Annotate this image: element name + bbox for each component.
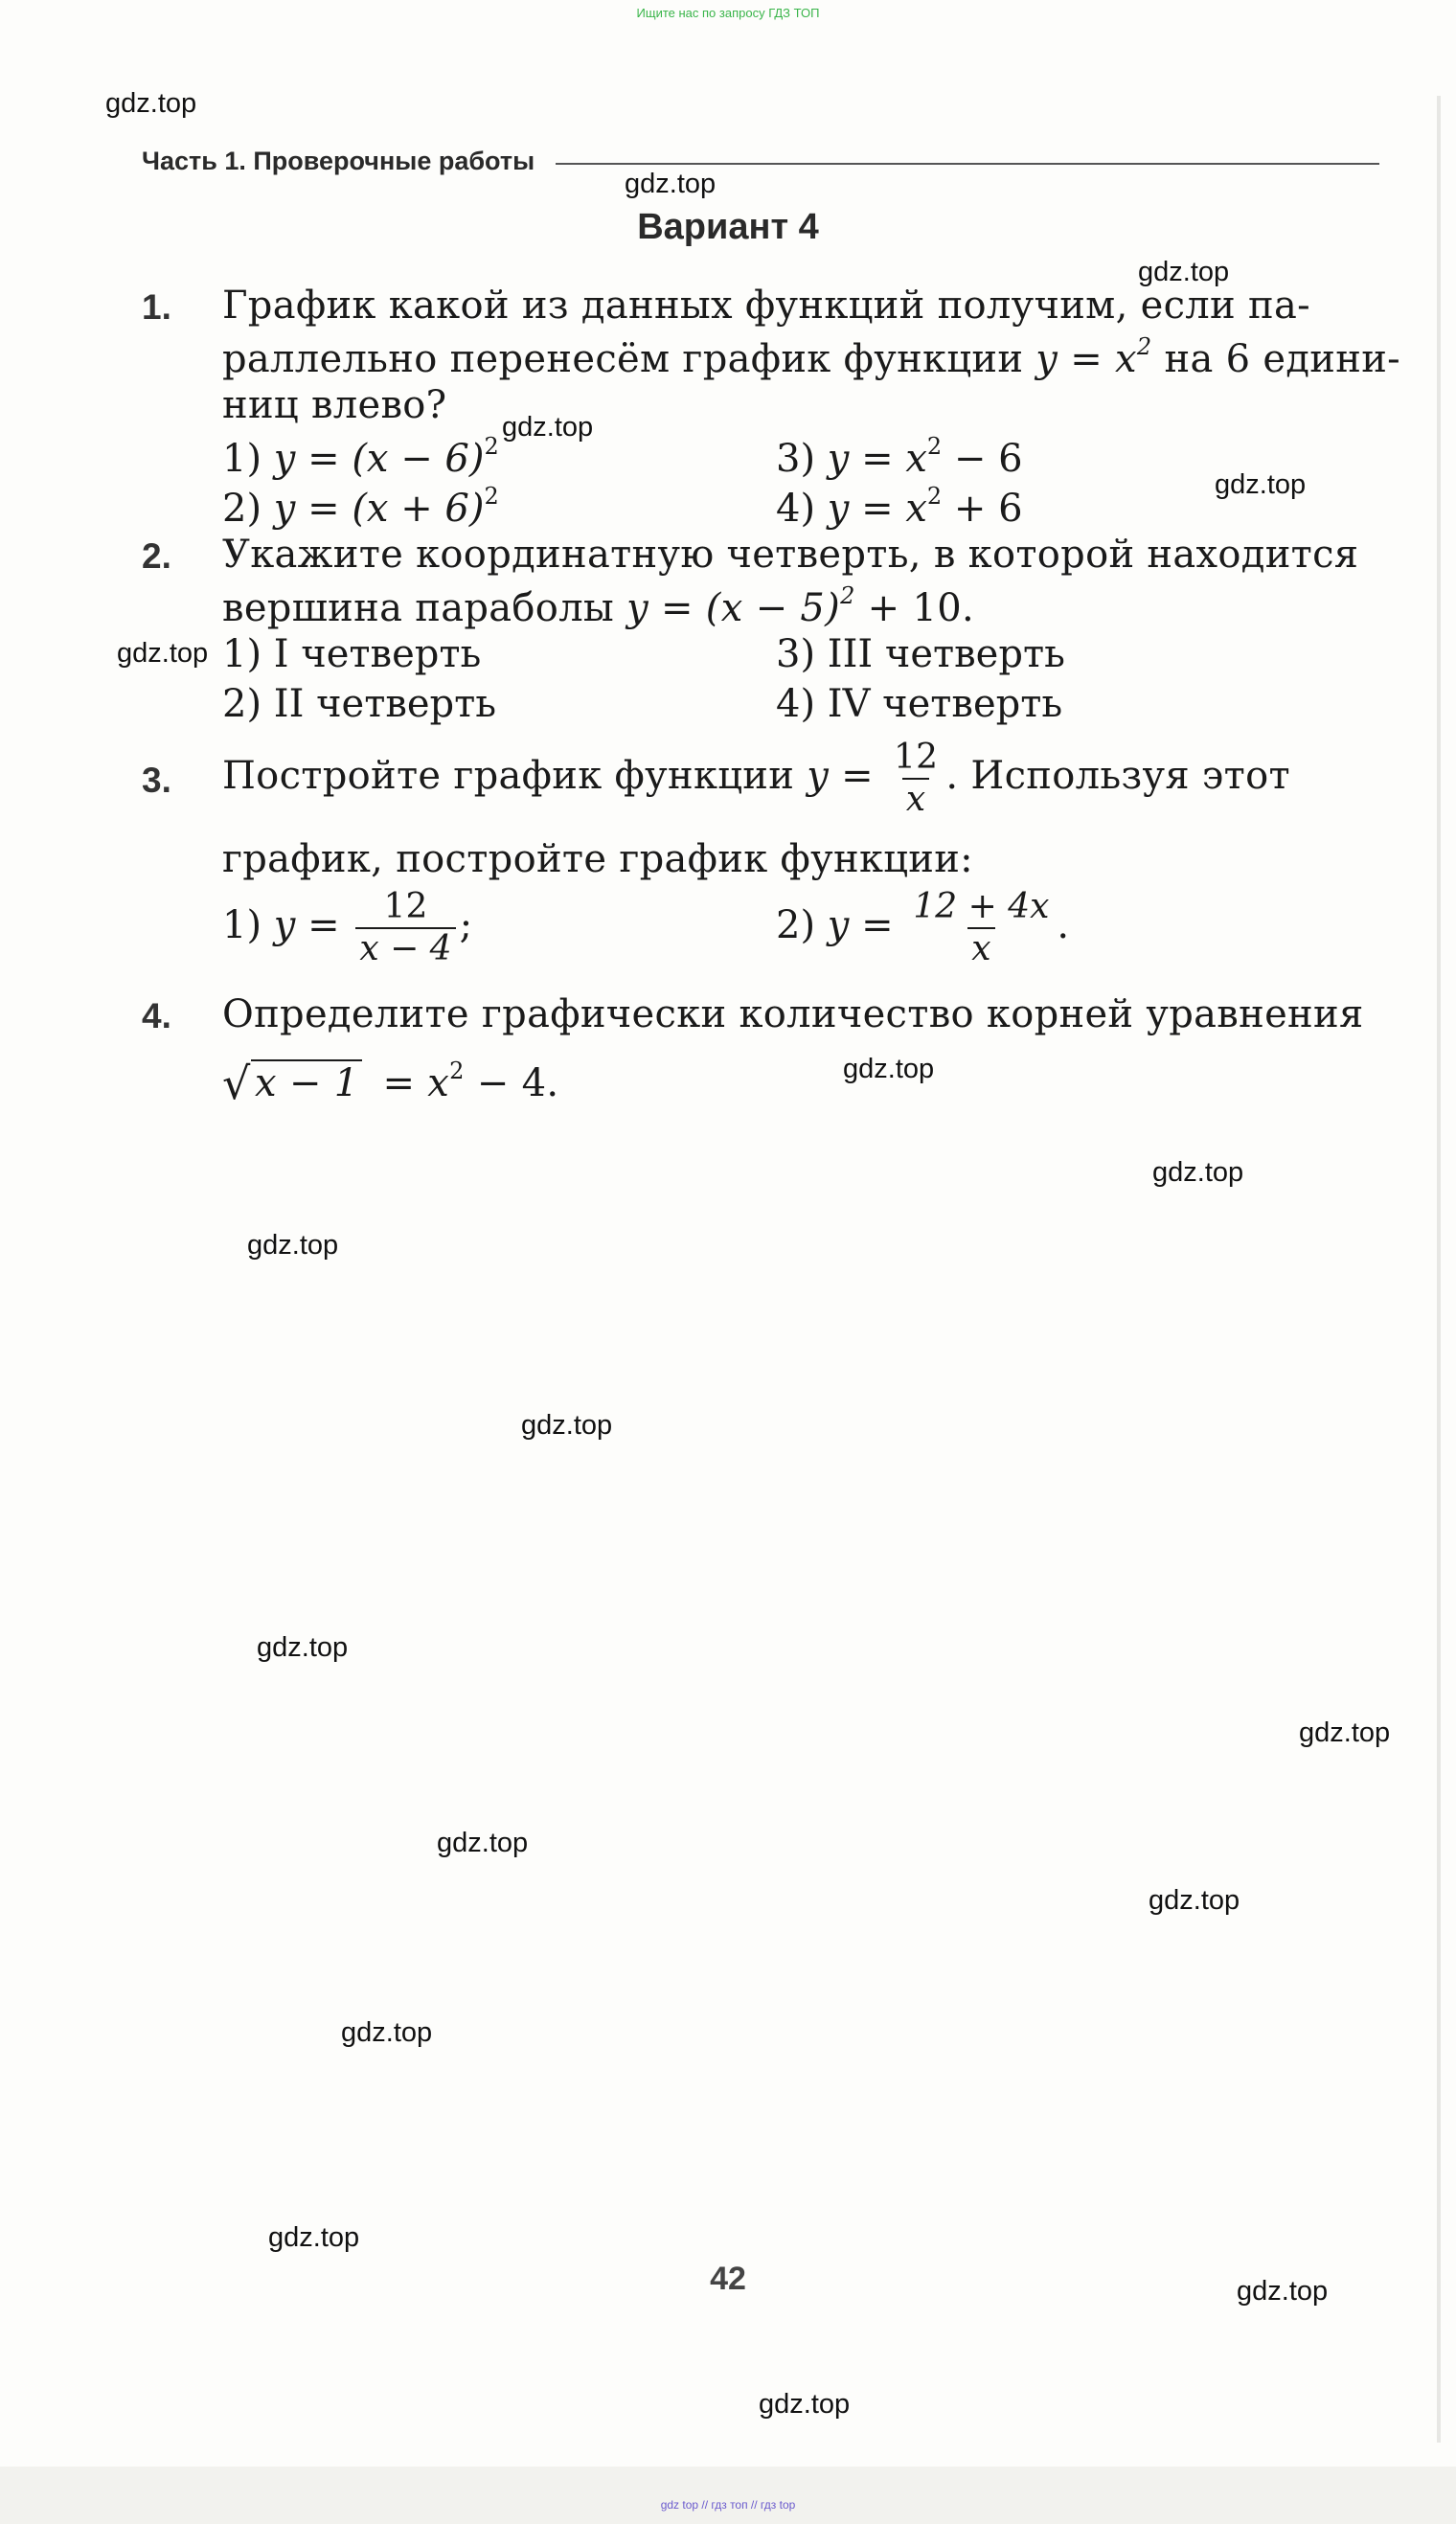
watermark: gdz.top [1138,257,1230,287]
section-title: Часть 1. Проверочные работы [142,146,535,175]
task-4 [142,992,1387,1107]
fraction: $\frac{12 + 4x}{x}$ [913,887,1050,968]
task-text-line: График какой из данных функций получим, если па- [222,284,1310,328]
task-text: на 6 едини- [1164,337,1400,381]
watermark: gdz.top [521,1410,613,1441]
task-text-line [222,738,1290,820]
watermark: gdz.top [437,1828,529,1858]
task-text-line: график, постройте график функции: [222,837,973,881]
task-text: раллельно перенесём график функции [222,337,1024,381]
fraction: $\frac{12}{x}$ [893,738,939,819]
answer-option: 2) II четверть [222,682,497,726]
task-text-line: Укажите координатную четверть, в которой находится [222,533,1359,577]
watermark: gdz.top [268,2222,360,2253]
answer-option: 4) $y = x^2 + 6$ [776,483,1023,531]
bottom-banner[interactable]: gdz top // гдз топ // гдз top [660,2498,796,2512]
formula: $y = x^2$ [1035,333,1152,381]
task-text-line [222,333,1400,381]
task-text-line: Определите графически количество корней уравнения [222,992,1364,1036]
watermark: gdz.top [502,412,594,443]
watermark: gdz.top [759,2389,851,2420]
answer-option: 1) I четверть [222,632,482,676]
task-text-line: вершина параболы $y = (x - 5)^2 + 10$. [222,582,975,630]
task-text: . Используя этот [945,754,1290,798]
watermark: gdz.top [257,1632,349,1663]
formula: $y = (x - 5)^2$ [626,582,855,630]
bottom-strip [0,2467,1456,2524]
equation: √ $x - 1 = x^2 - 4$. [222,1057,559,1109]
watermark: gdz.top [341,2017,433,2048]
task-number: 1. [142,287,171,327]
header-rule [556,163,1379,165]
watermark: gdz.top [843,1054,935,1084]
task-1 [142,284,1400,533]
task-text-line: ниц влево? [222,383,447,427]
task-3 [142,738,1387,996]
watermark: gdz.top [1149,1885,1240,1916]
watermark: gdz.top [105,88,197,119]
task-text: Постройте график функции [222,754,795,798]
answer-option: 2) $y = (x + 6)^2$ [222,483,499,531]
answer-option: 1) y = $\frac{12}{x - 4}$ ; [222,887,473,968]
top-banner[interactable]: Ищите нас по запросу ГДЗ ТОП [636,6,820,20]
watermark: gdz.top [1215,469,1307,500]
task-number: 2. [142,536,171,576]
answer-option: 3) III четверть [776,632,1065,676]
watermark: gdz.top [247,1230,339,1261]
answer-option: 3) $y = x^2 - 6$ [776,433,1023,481]
page-number: 42 [710,2261,746,2297]
task-number: 4. [142,996,171,1035]
variant-title: Вариант 4 [637,207,819,247]
task-2 [142,533,1387,734]
watermark: gdz.top [1237,2276,1329,2307]
page-edge [1437,96,1441,2443]
answer-option: 2) y = $\frac{12 + 4x}{x}$ . [776,887,1070,968]
answer-option: 1) $y = (x - 6)^2$ [222,433,499,481]
watermark: gdz.top [1152,1157,1244,1188]
task-number: 3. [142,761,171,800]
formula-lhs: y = [807,754,874,798]
watermark: gdz.top [625,169,717,199]
watermark: gdz.top [1299,1717,1391,1748]
square-root: √ x − 1 [222,1061,362,1105]
watermark: gdz.top [117,638,209,669]
answer-option: 4) IV четверть [776,682,1063,726]
section-header [142,142,1379,180]
fraction: $\frac{12}{x - 4}$ [355,887,455,969]
task-text: вершина параболы [222,586,615,630]
